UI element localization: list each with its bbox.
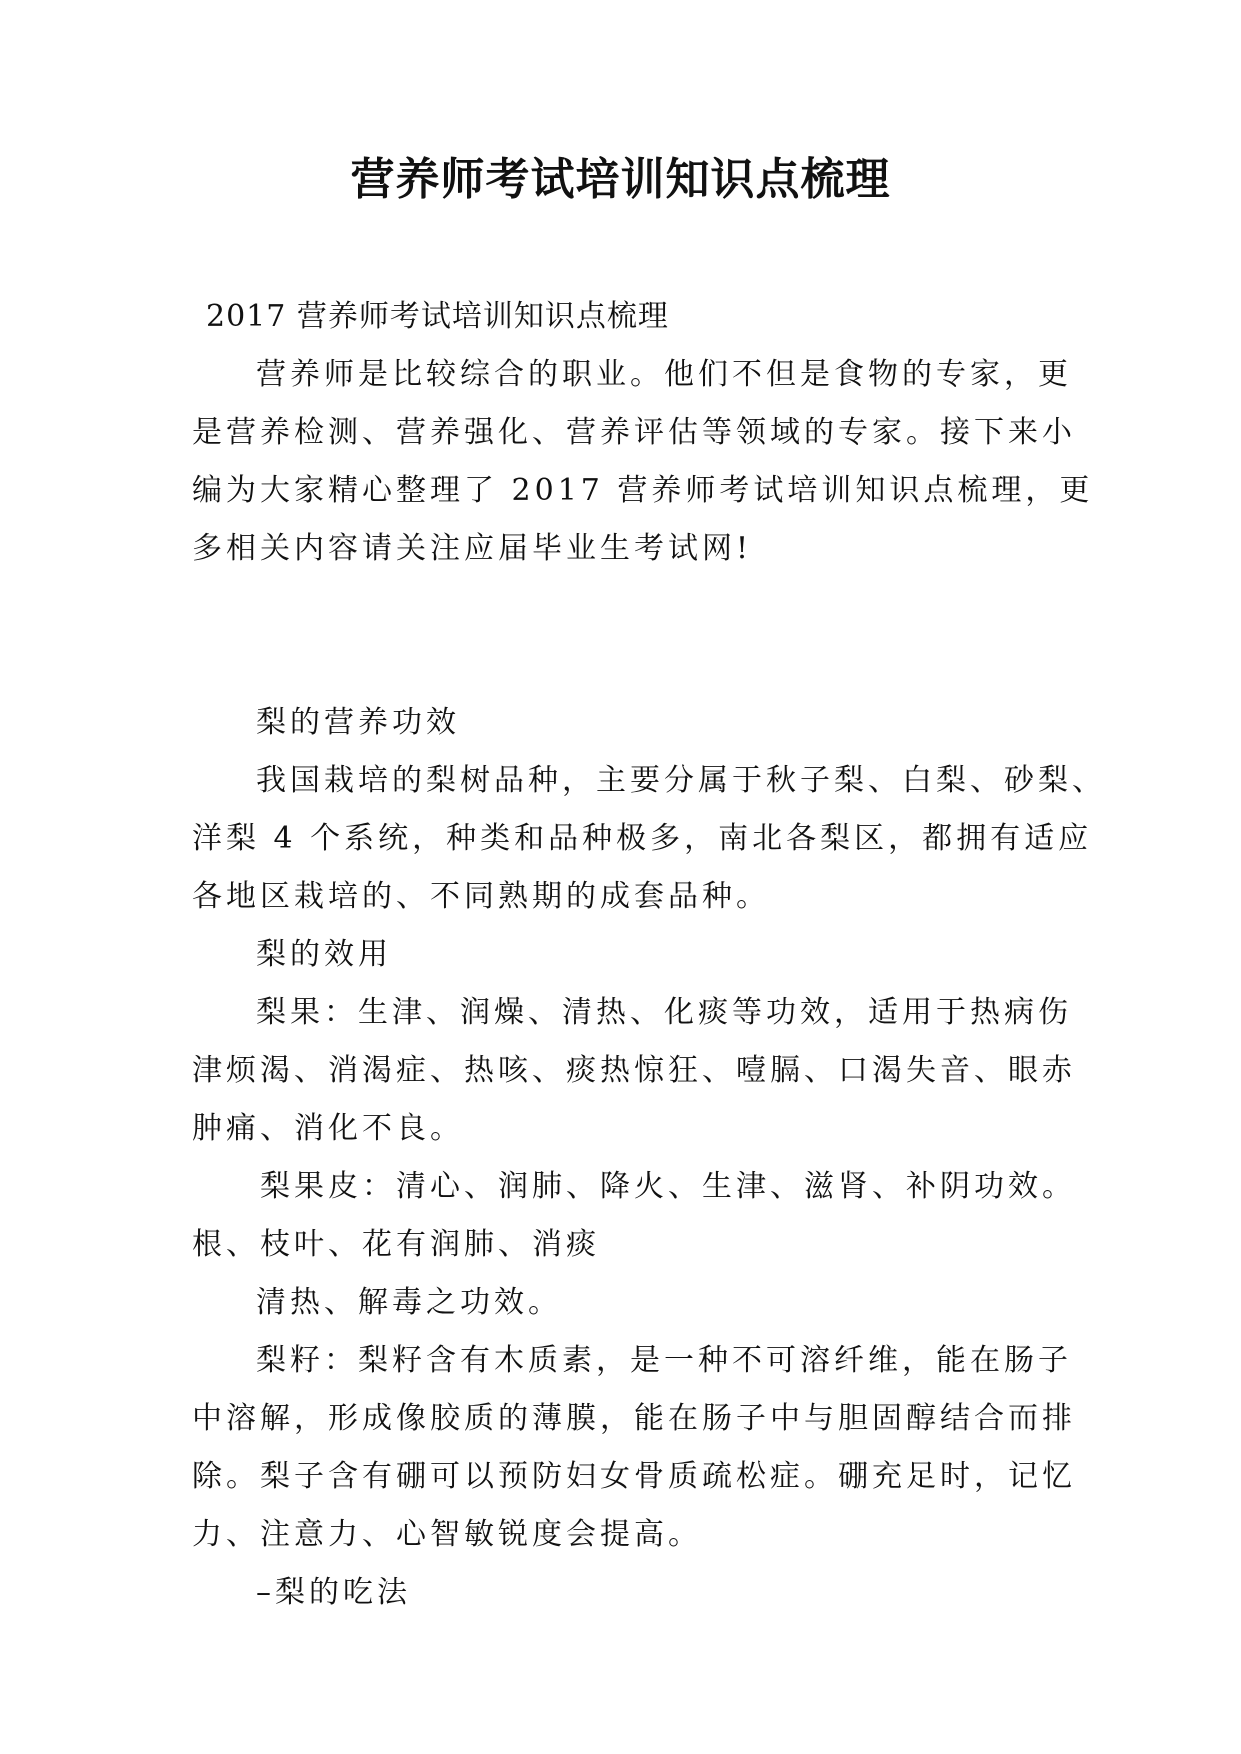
paragraph-line: 除。梨子含有硼可以预防妇女骨质疏松症。硼充足时，记忆 <box>192 1459 1076 1494</box>
paragraph-line: 营养师是比较综合的职业。他们不但是食物的专家，更 <box>256 357 1072 392</box>
paragraph-line: 是营养检测、营养强化、营养评估等领域的专家。接下来小 <box>192 415 1076 450</box>
document-title: 营养师考试培训知识点梳理 <box>350 154 891 205</box>
paragraph-line: 根、枝叶、花有润肺、消痰 <box>192 1227 600 1262</box>
paragraph-line: 津烦渴、消渴症、热咳、痰热惊狂、噎膈、口渴失音、眼赤 <box>192 1053 1076 1088</box>
paragraph-line: 多相关内容请关注应届毕业生考试网! <box>192 531 753 566</box>
paragraph-line: 梨籽：梨籽含有木质素，是一种不可溶纤维，能在肠子 <box>256 1343 1072 1378</box>
subtitle-line: 2017 营养师考试培训知识点梳理 <box>206 299 669 334</box>
paragraph-line: 清热、解毒之功效。 <box>256 1285 562 1320</box>
document-body <box>192 288 1106 1622</box>
paragraph-spacer <box>192 578 1072 694</box>
paragraph-line: 梨果皮：清心、润肺、降火、生津、滋肾、补阴功效。 <box>260 1169 1076 1204</box>
paragraph-line: 我国栽培的梨树品种，主要分属于秋子梨、白梨、砂梨、 <box>256 763 1106 798</box>
section-heading: –梨的吃法 <box>256 1575 411 1610</box>
paragraph-line: 编为大家精心整理了 2017 营养师考试培训知识点梳理，更 <box>192 473 1094 508</box>
section-heading: 梨的营养功效 <box>256 705 460 740</box>
paragraph-line: 中溶解，形成像胶质的薄膜，能在肠子中与胆固醇结合而排 <box>192 1401 1076 1436</box>
paragraph-line: 洋梨 4 个系统，种类和品种极多，南北各梨区，都拥有适应 <box>192 821 1093 856</box>
paragraph-line: 各地区栽培的、不同熟期的成套品种。 <box>192 879 770 914</box>
section-heading: 梨的效用 <box>256 937 392 972</box>
paragraph-line: 梨果：生津、润燥、清热、化痰等功效，适用于热病伤 <box>256 995 1072 1030</box>
paragraph-line: 肿痛、消化不良。 <box>192 1111 464 1146</box>
paragraph-line: 力、注意力、心智敏锐度会提高。 <box>192 1517 702 1552</box>
